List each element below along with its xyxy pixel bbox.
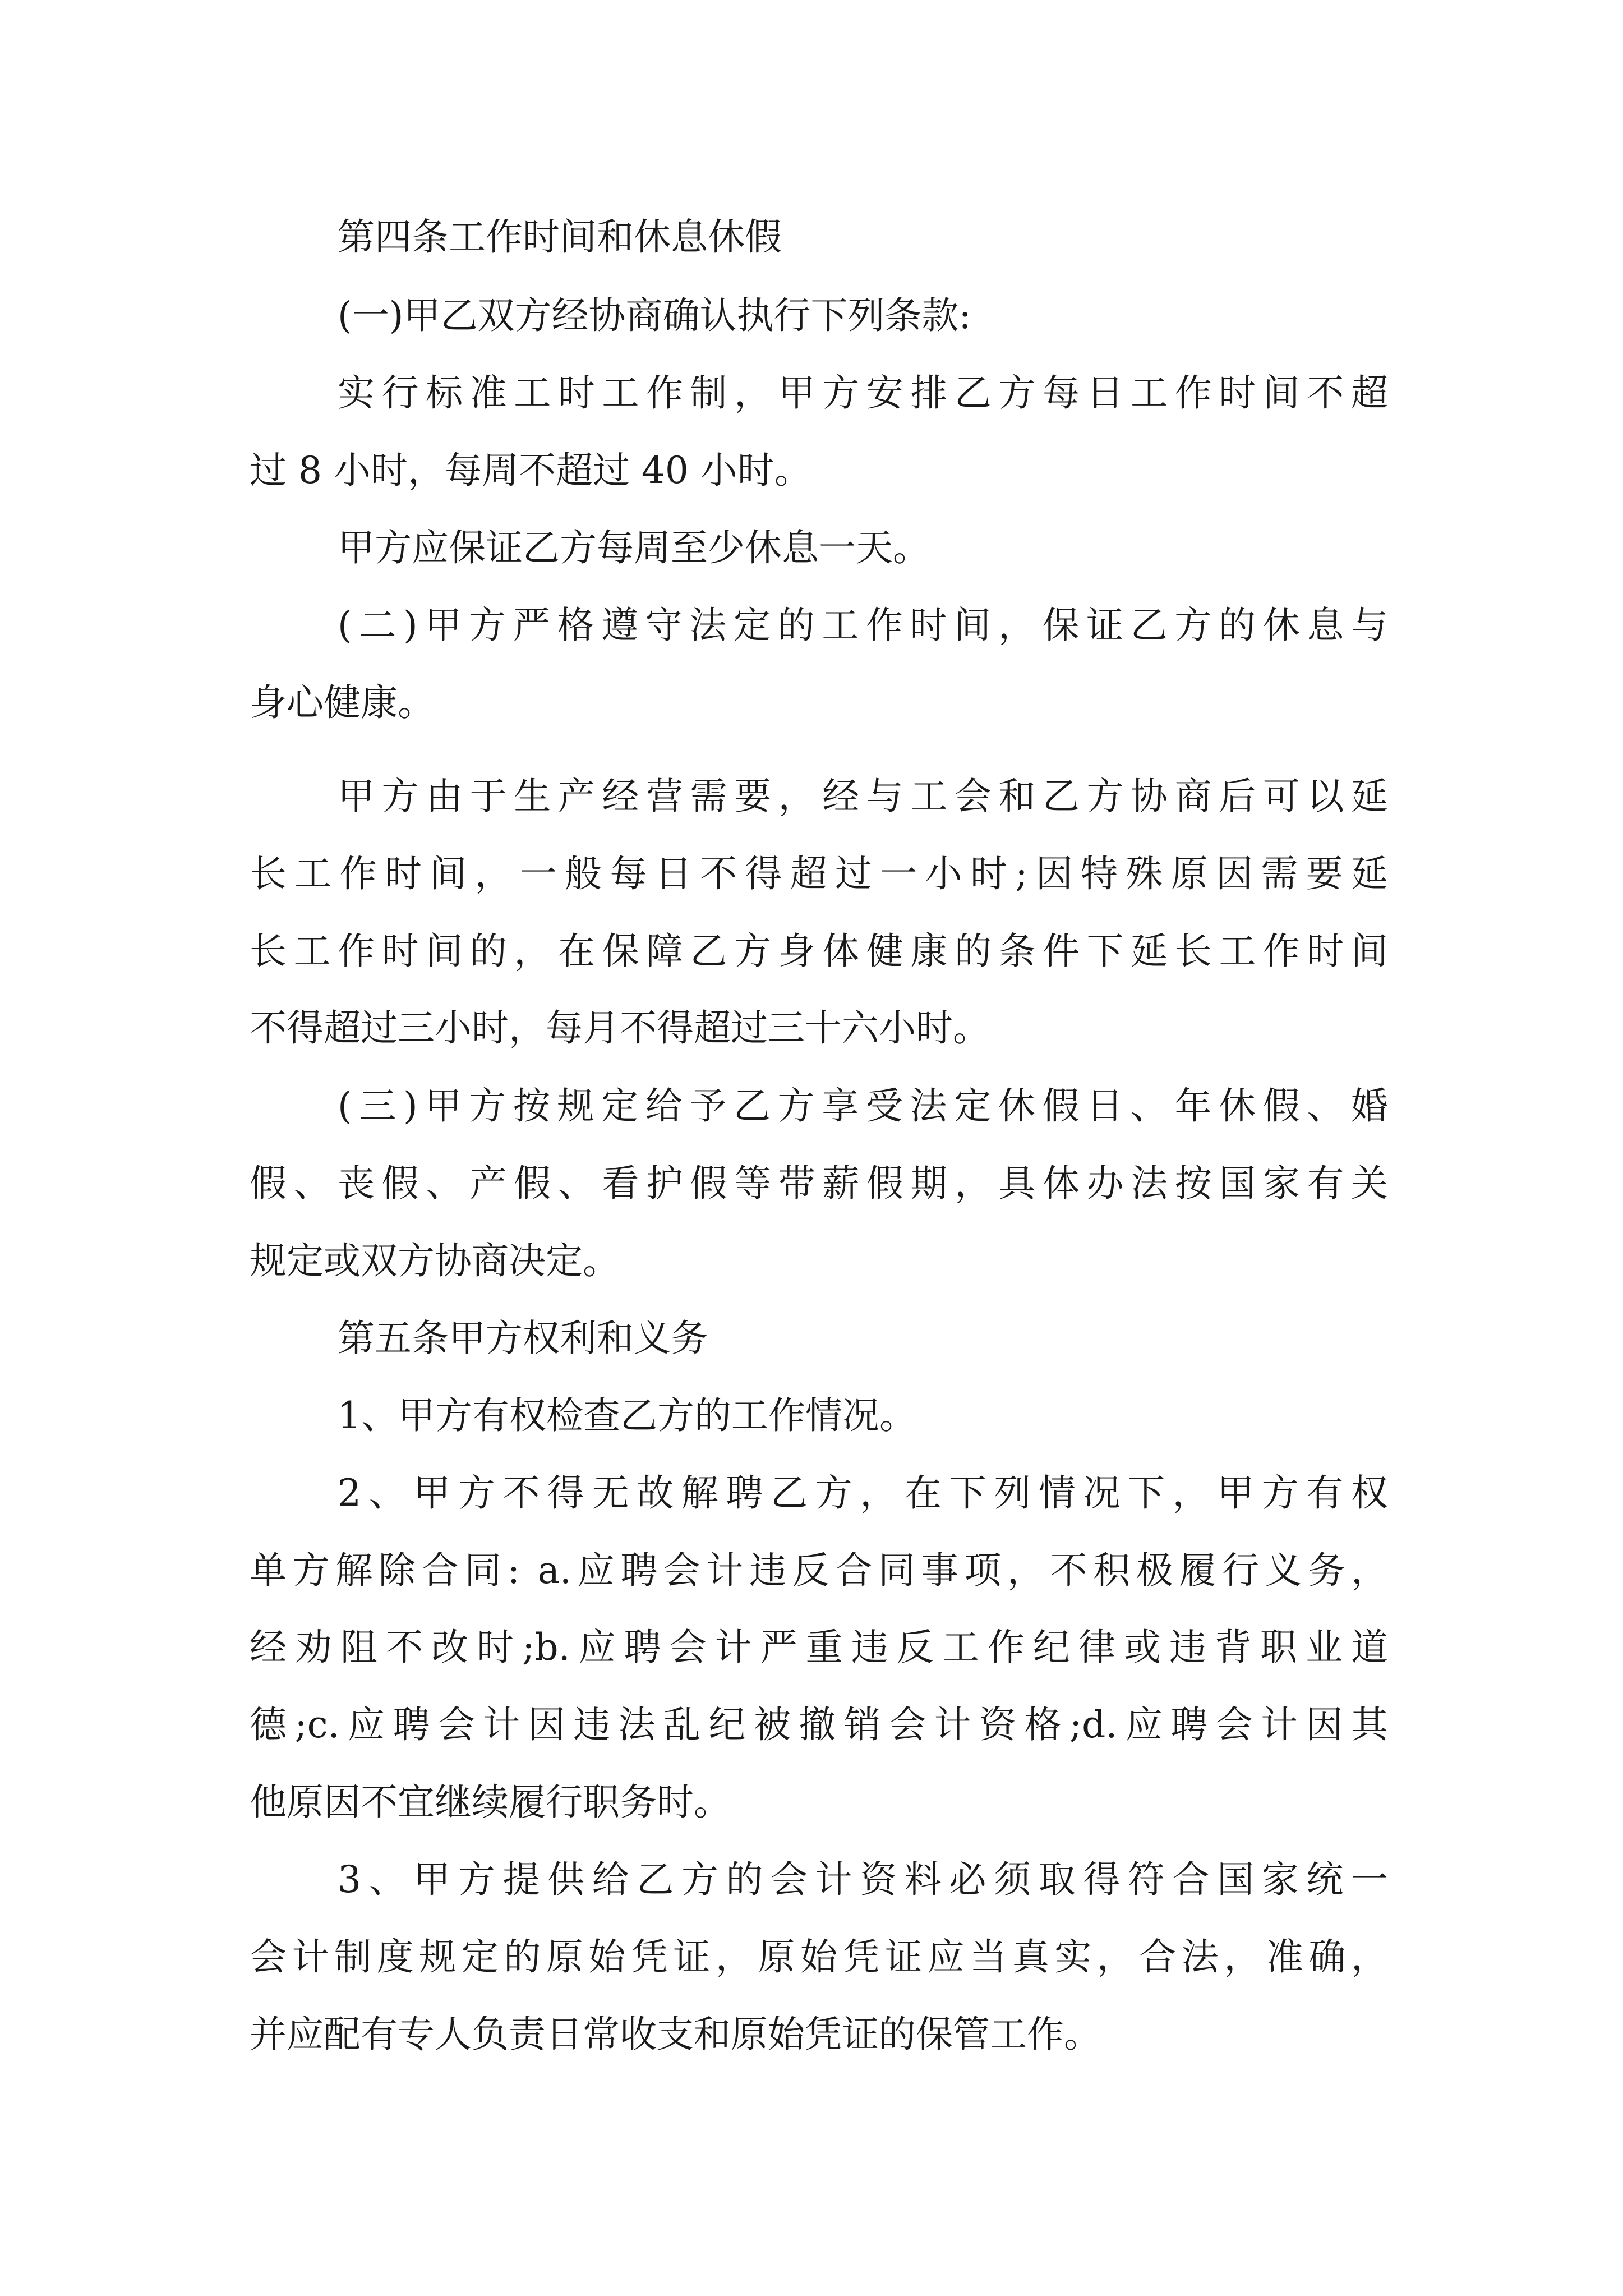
article-5-heading: 第五条甲方权利和义务: [338, 1317, 708, 1360]
text-line: 甲方应保证乙方每周至少休息一天。: [338, 526, 930, 569]
item-1-line: 1、甲方有权检查乙方的工作情况。: [338, 1394, 916, 1437]
text-line: 规定或双方协商决定。: [250, 1239, 620, 1282]
item-3-line: 3、甲方提供给乙方的会计资料必须取得符合国家统一: [338, 1858, 1388, 1901]
text-line: 不得超过三小时，每月不得超过三十六小时。: [250, 1006, 990, 1050]
text-line: 会计制度规定的原始凭证，原始凭证应当真实，合法，准确，: [250, 1935, 1388, 1978]
text-line: 他原因不宜继续履行职务时。: [250, 1780, 731, 1824]
clause-1-intro: (一)甲乙双方经协商确认执行下列条款:: [338, 294, 971, 337]
text-line: 并应配有专人负责日常收支和原始凭证的保管工作。: [250, 2013, 1101, 2056]
text-line: 长工作时间的，在保障乙方身体健康的条件下延长工作时间: [250, 930, 1388, 973]
clause-2-line: (二)甲方严格遵守法定的工作时间，保证乙方的休息与: [338, 604, 1388, 647]
article-4-heading: 第四条工作时间和休息休假: [338, 215, 782, 259]
text-line: 单方解除合同: a.应聘会计违反合同事项，不积极履行义务，: [250, 1549, 1388, 1592]
text-line: 假、丧假、产假、看护假等带薪假期，具体办法按国家有关: [250, 1162, 1388, 1205]
text-line: 过 8 小时，每周不超过 40 小时。: [250, 449, 811, 492]
text-line: 甲方由于生产经营需要，经与工会和乙方协商后可以延: [338, 775, 1388, 818]
text-line: 实行标准工时工作制，甲方安排乙方每日工作时间不超: [338, 371, 1388, 415]
clause-3-line: (三)甲方按规定给予乙方享受法定休假日、年休假、婚: [338, 1084, 1388, 1128]
text-line: 经劝阻不改时;b.应聘会计严重违反工作纪律或违背职业道: [250, 1626, 1388, 1669]
text-line: 身心健康。: [250, 681, 435, 724]
item-2-line: 2、甲方不得无故解聘乙方，在下列情况下，甲方有权: [338, 1471, 1388, 1515]
text-line: 德;c.应聘会计因违法乱纪被撤销会计资格;d.应聘会计因其: [250, 1703, 1388, 1746]
text-line: 长工作时间，一般每日不得超过一小时;因特殊原因需要延: [250, 852, 1388, 895]
